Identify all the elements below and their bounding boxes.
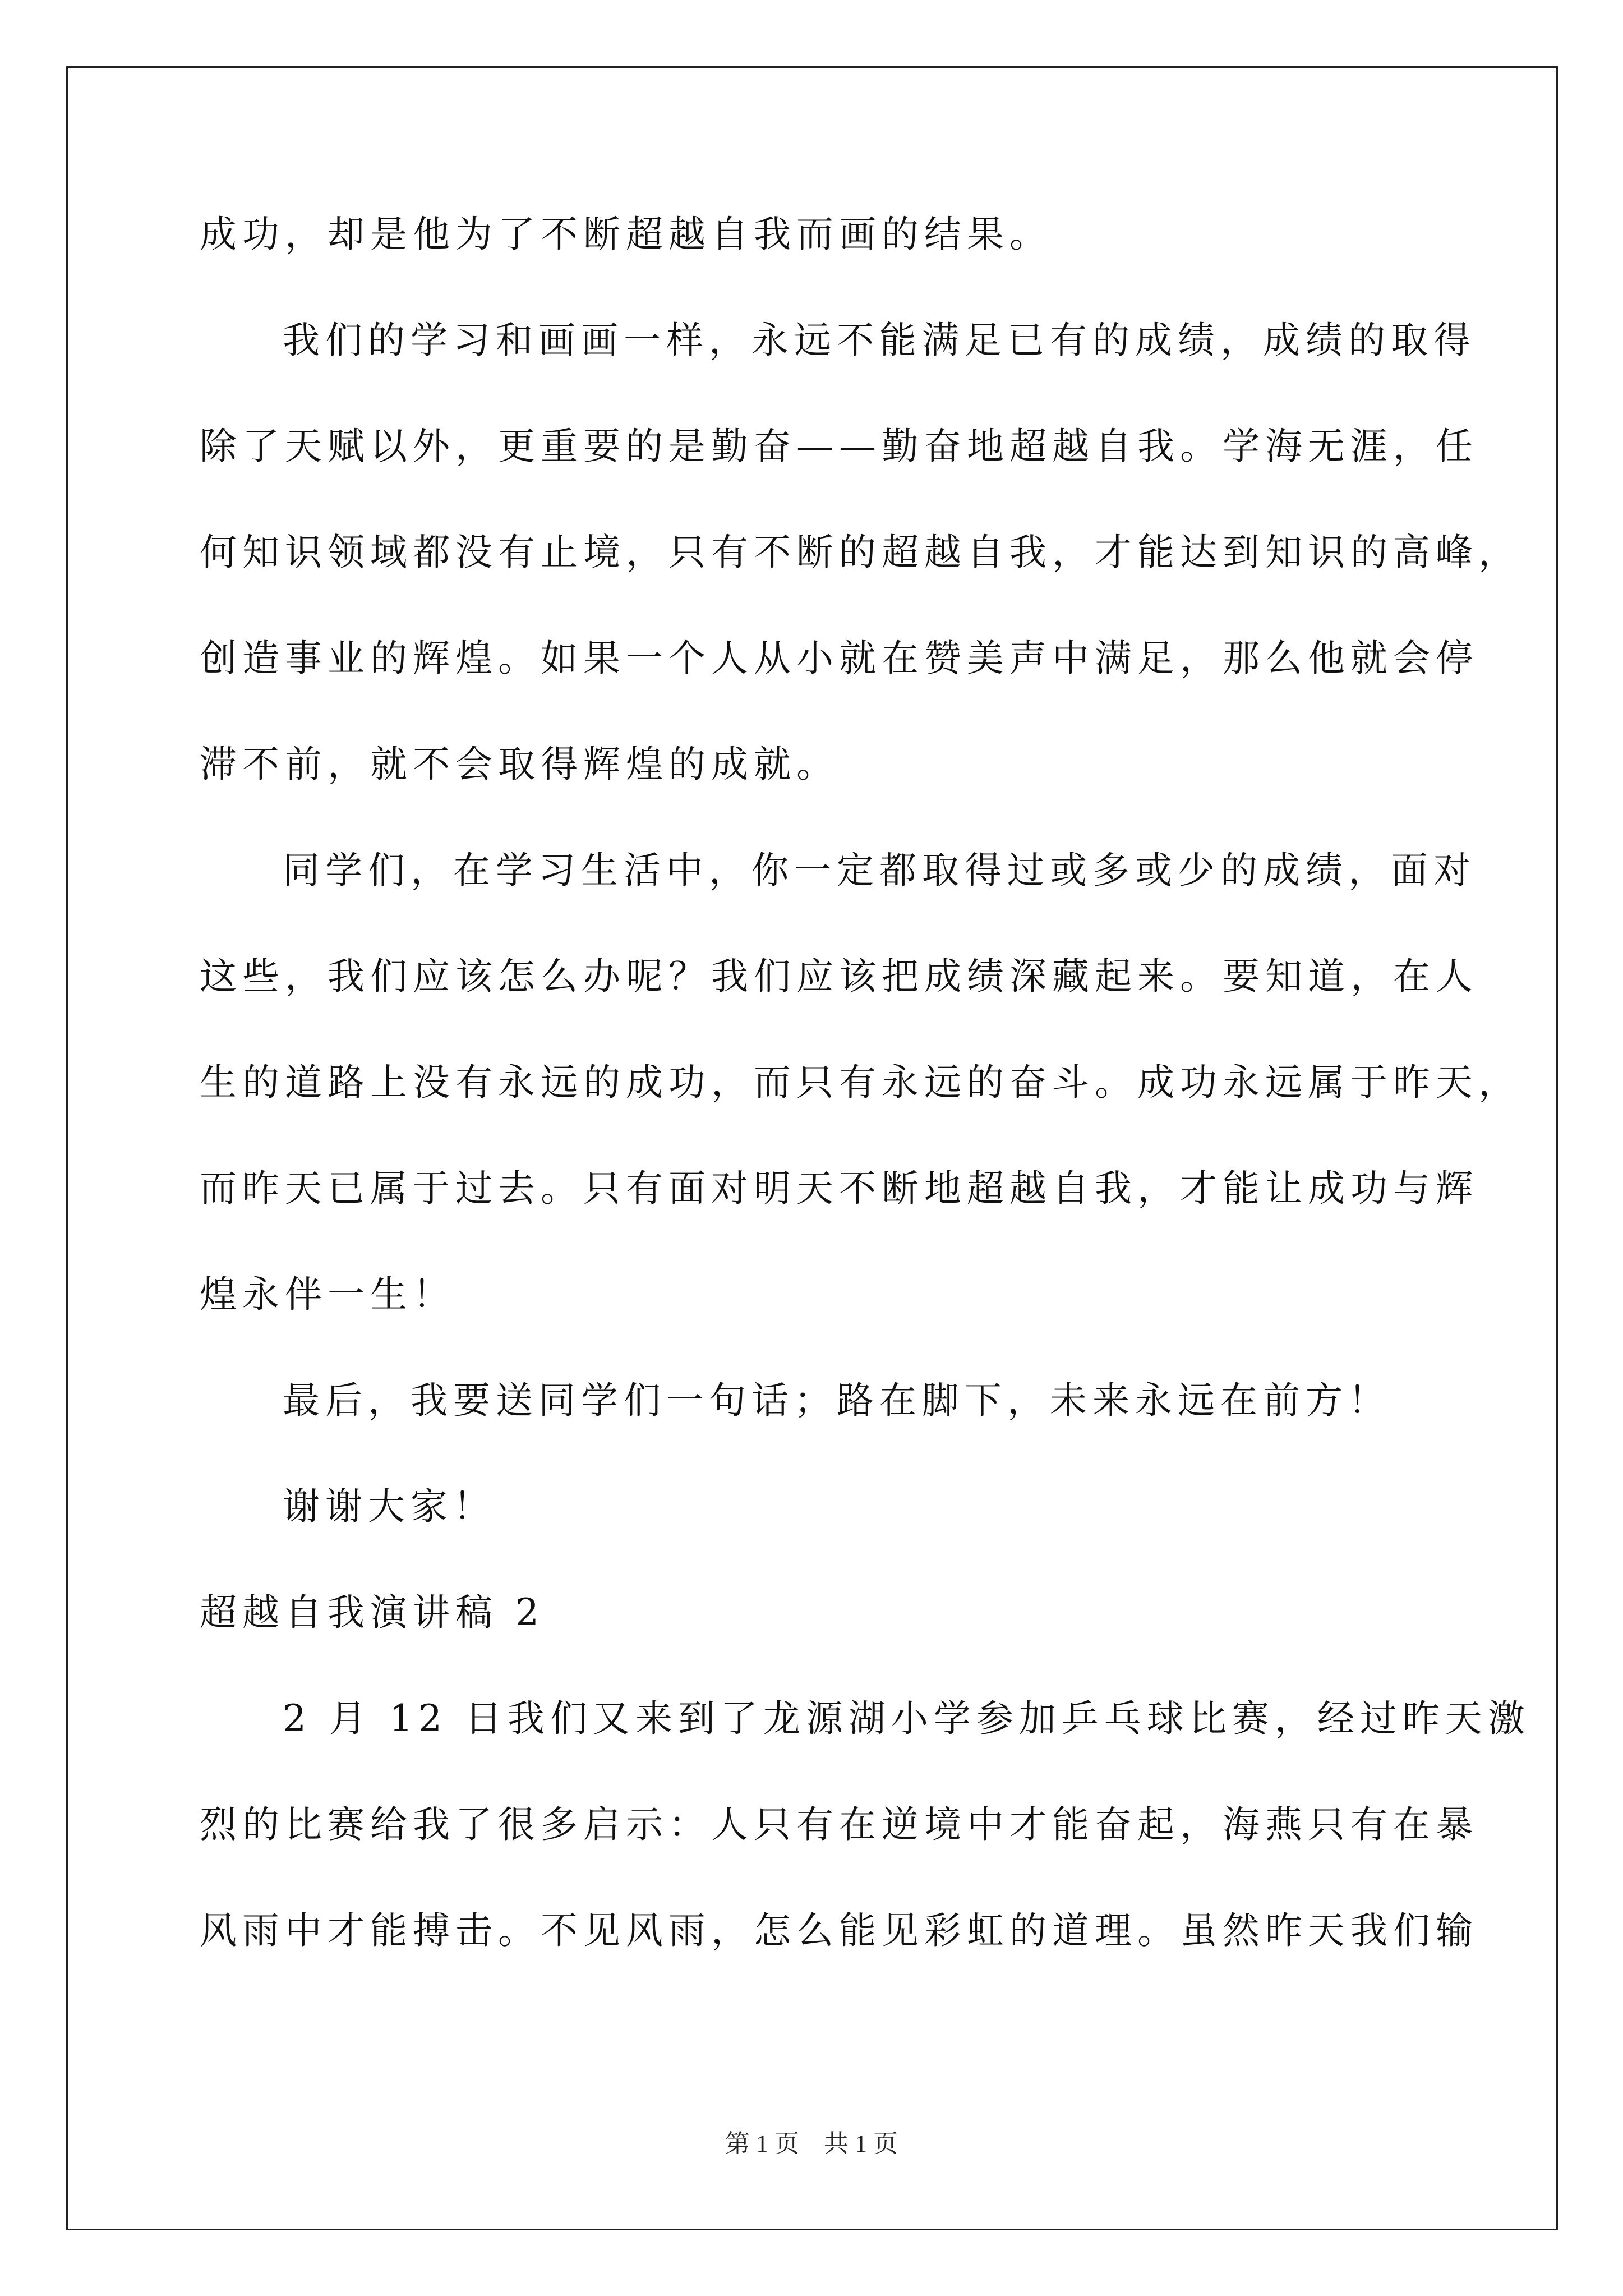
- text-line: 而昨天已属于过去。只有面对明天不断地超越自我，才能让成功与辉: [200, 1167, 1478, 1210]
- text-line: 除了天赋以外，更重要的是勤奋——勤奋地超越自我。学海无涯，任: [200, 425, 1478, 468]
- text-line: 滞不前，就不会取得辉煌的成就。: [200, 743, 839, 786]
- paragraph-line: 同学们，在学习生活中，你一定都取得过或多或少的成绩，面对: [283, 849, 1476, 892]
- text-line: 生的道路上没有永远的成功，而只有永远的奋斗。成功永远属于昨天，: [200, 1061, 1521, 1104]
- text-line: 煌永伴一生！: [200, 1273, 455, 1316]
- text-line: 这些，我们应该怎么办呢？我们应该把成绩深藏起来。要知道，在人: [200, 955, 1478, 998]
- page-border: [66, 66, 1558, 2230]
- text-line: 烈的比赛给我了很多启示：人只有在逆境中才能奋起，海燕只有在暴: [200, 1803, 1478, 1846]
- text-line: 何知识领域都没有止境，只有不断的超越自我，才能达到知识的高峰，: [200, 531, 1521, 574]
- section-heading: 超越自我演讲稿 2: [200, 1591, 545, 1634]
- paragraph-line: 最后，我要送同学们一句话；路在脚下，未来永远在前方！: [283, 1379, 1391, 1422]
- page-footer: 第 1 页 共 1 页: [725, 2130, 898, 2157]
- paragraph-line: 2 月 12 日我们又来到了龙源湖小学参加乒乓球比赛，经过昨天激: [283, 1697, 1530, 1740]
- paragraph-line: 谢谢大家！: [283, 1485, 496, 1528]
- text-line: 创造事业的辉煌。如果一个人从小就在赞美声中满足，那么他就会停: [200, 637, 1478, 680]
- paragraph-line: 我们的学习和画画一样，永远不能满足已有的成绩，成绩的取得: [283, 319, 1476, 362]
- text-line: 成功，却是他为了不断超越自我而画的结果。: [200, 213, 1052, 256]
- text-line: 风雨中才能搏击。不见风雨，怎么能见彩虹的道理。虽然昨天我们输: [200, 1909, 1478, 1952]
